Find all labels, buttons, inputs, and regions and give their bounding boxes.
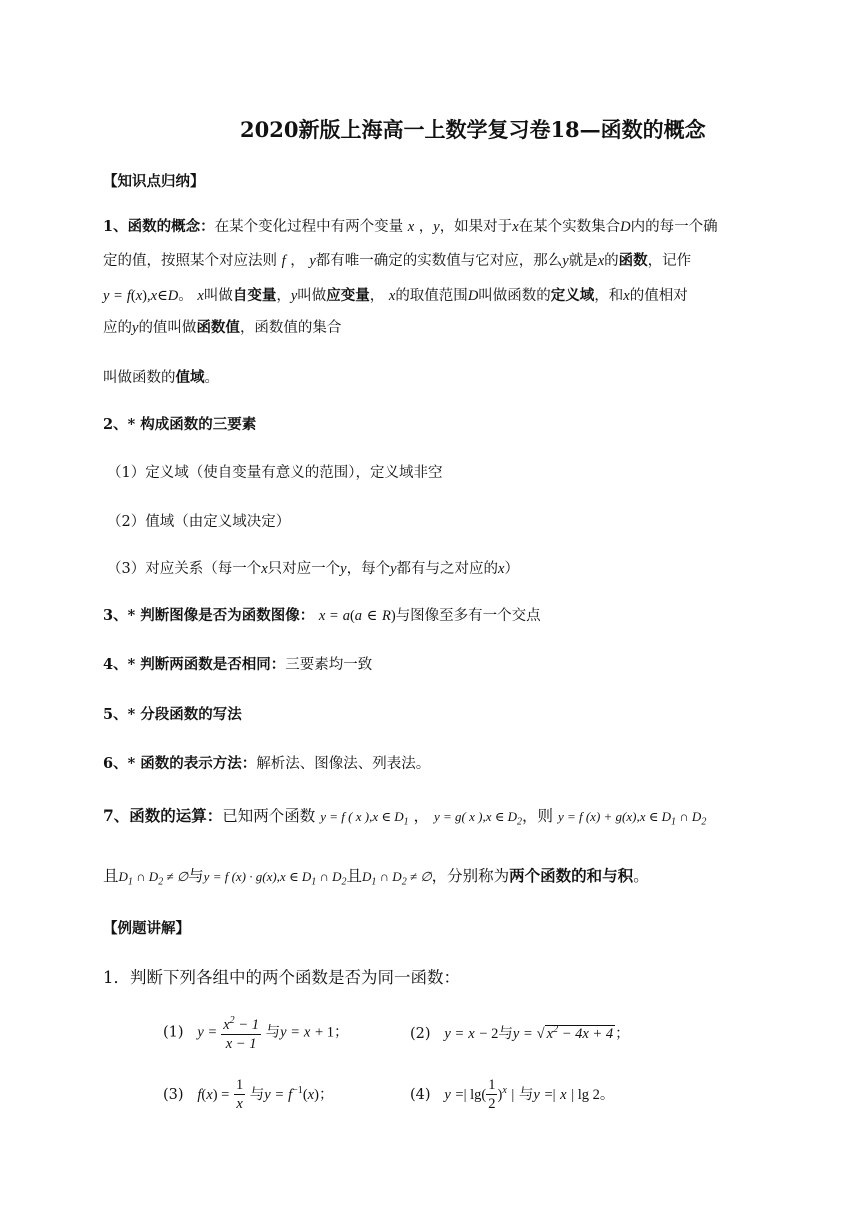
item-2-heading: 2、* 构成函数的三要素 xyxy=(103,416,257,433)
paragraph-1-line-3: y = f(x),x∈D。 x叫做自变量，y叫做应变量， x的取值范围D叫做函数的定义域，和x的值相对 xyxy=(103,287,688,304)
item-7-line-1: 7、函数的运算：已知两个函数 y = f ( x ),x ∈ $D_1$ ， y = g( x ),x ∈ $D_2$，则 y = f (x) + g(x),x ∈ $D_1$ ∩ $D_2$ xyxy=(103,806,707,828)
option-2: (2) y = x − 2与y = √ $x^2 - 4x + 4$ ； xyxy=(410,1024,630,1042)
item-7-line-2: 且$D_1$ ∩ $D_2$ ≠ ∅与y = f (x) · g(x),x ∈ $D_1$ ∩ $D_2$且$D_1$ ∩ $D_2$ ≠ ∅，分别称为两个函数的和与积。 xyxy=(103,866,649,888)
option-3: (3) f(x) = $\frac{1}{x}$ 与$y = f^{-1}(x)$； xyxy=(163,1077,334,1113)
square-root: √ $x^2 - 4x + 4$ xyxy=(536,1024,614,1042)
item-2-sub-1: （1）定义域（使自变量有意义的范围），定义域非空 xyxy=(107,465,443,481)
fraction: $\frac{1}{x}$ xyxy=(235,1077,244,1113)
paragraph-1-line-2: 定的值，按照某个对应法则 f ， y都有唯一确定的实数值与它对应，那么y就是x的函数，记作 xyxy=(103,252,692,269)
fraction: $\frac{1}{2}$ xyxy=(488,1077,496,1113)
paragraph-1-line-5: 叫做函数的值域。 xyxy=(103,369,219,386)
item-number: 1、函数的概念： xyxy=(103,218,215,235)
item-2-sub-3: （3）对应关系（每一个x只对应一个y，每个y都有与之对应的x） xyxy=(107,561,519,577)
item-3: 3、* 判断图像是否为函数图像： x = a(a ∈ R)与图像至多有一个交点 xyxy=(103,607,541,624)
option-1: (1) y = $\frac{x^2 - 1}{x - 1}$ 与y = x + 1； xyxy=(163,1012,349,1053)
section-heading-examples: 【例题讲解】 xyxy=(103,920,190,937)
page-title: 2020新版上海高一上数学复习卷18—函数的概念 xyxy=(240,117,706,142)
item-2-sub-2: （2）值域（由定义域决定） xyxy=(107,514,291,530)
item-6: 6、* 函数的表示方法：解析法、图像法、列表法。 xyxy=(103,755,431,772)
option-4: (4) y =| lg( $\frac{1}{2}$ )$^x$ | 与y =| x | lg 2。 xyxy=(410,1077,615,1113)
paragraph-1-line-1: 1、函数的概念：在某个变化过程中有两个变量 x ，y，如果对于x在某个实数集合D内的每一个确 xyxy=(103,218,718,235)
fraction: $\frac{x^2 - 1}{x - 1}$ xyxy=(221,1012,261,1053)
paragraph-1-line-4: 应的y的值叫做函数值，函数值的集合 xyxy=(103,319,342,336)
question-1: 1．判断下列各组中的两个函数是否为同一函数： xyxy=(103,968,460,987)
item-4: 4、* 判断两函数是否相同：三要素均一致 xyxy=(103,656,373,673)
item-5: 5、* 分段函数的写法 xyxy=(103,706,242,723)
section-heading-knowledge: 【知识点归纳】 xyxy=(103,173,205,190)
